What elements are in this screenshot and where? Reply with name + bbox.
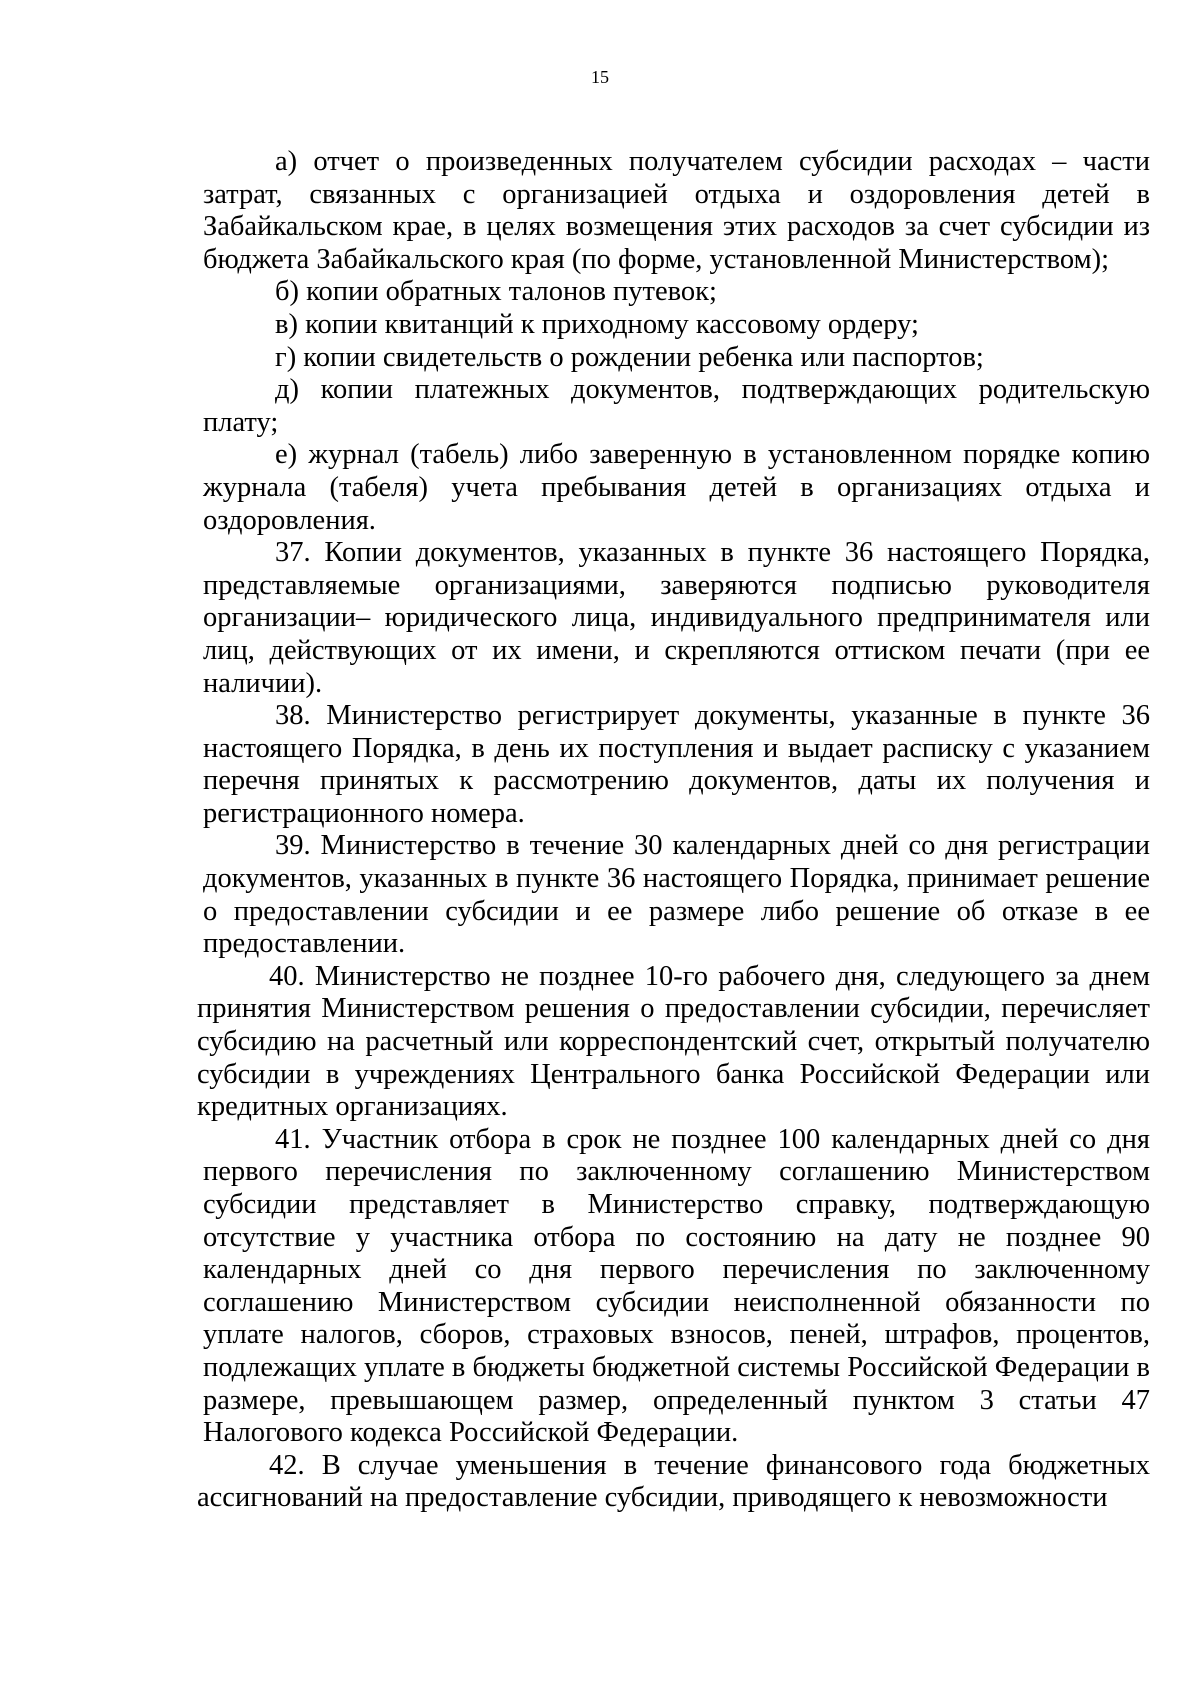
page-number: 15 (591, 67, 609, 87)
paragraph-item-a: а) отчет о произведенных получателем субсидии расходах – части затрат, связанных с организацией отдыха и оздоровления детей в Забайкальском крае, в целях возмещения этих расходов за счет субсидии из бюджета Забайкальского края (по форме, установленной Министерством); (203, 146, 1150, 275)
paragraph-item-e: е) журнал (табель) либо заверенную в установленном порядке копию журнала (табеля) учета пребывания детей в организациях отдыха и оздоровления. (203, 439, 1150, 536)
paragraph-item-v: в) копии квитанций к приходному кассовому ордеру; (275, 308, 919, 340)
paragraph-41: 41. Участник отбора в срок не позднее 100 календарных дней со дня первого перечисления по заключенному соглашению Министерством субсидии представляет в Министерство справку, подтверждающую отсутствие у участника отбора по состоянию на дату не позднее 90 календарных дней со дня первого перечисления по заключенному соглашению Министерством субсидии неисполненной обязанности по уплате налогов, сборов, страховых взносов, пеней, штрафов, процентов, подлежащих уплате в бюджеты бюджетной системы Российской Федерации в размере, превышающем размер, определенный пунктом 3 статьи 47 Налогового кодекса Российской Федерации. (203, 1123, 1150, 1449)
paragraph-item-g: г) копии свидетельств о рождении ребенка или паспортов; (275, 341, 984, 373)
paragraph-38: 38. Министерство регистрирует документы, указанные в пункте 36 настоящего Порядка, в день их поступления и выдает расписку с указанием перечня принятых к рассмотрению документов, даты их получения и регистрационного номера. (203, 700, 1150, 829)
paragraph-40: 40. Министерство не позднее 10-го рабочего дня, следующего за днем принятия Министерством решения о предоставлении субсидии, перечисляет субсидию на расчетный или корреспондентский счет, открытый получателю субсидии в учреждениях Центрального банка Российской Федерации или кредитных организациях. (197, 960, 1150, 1123)
paragraph-39: 39. Министерство в течение 30 календарных дней со дня регистрации документов, указанных в пункте 36 настоящего Порядка, принимает решение о предоставлении субсидии и ее размере либо решение об отказе в ее предоставлении. (203, 830, 1150, 960)
paragraph-37: 37. Копии документов, указанных в пункте 36 настоящего Порядка, представляемые организациями, заверяются подписью руководителя организации– юридического лица, индивидуального предпринимателя или лиц, действующих от их имени, и скрепляются оттиском печати (при ее наличии). (203, 537, 1150, 699)
paragraph-item-d: д) копии платежных документов, подтверждающих родительскую плату; (203, 374, 1150, 438)
document-body (197, 146, 1150, 1515)
paragraph-item-b: б) копии обратных талонов путевок; (275, 276, 717, 308)
paragraph-42: 42. В случае уменьшения в течение финансового года бюджетных ассигнований на предоставление субсидии, приводящего к невозможности (197, 1449, 1150, 1514)
